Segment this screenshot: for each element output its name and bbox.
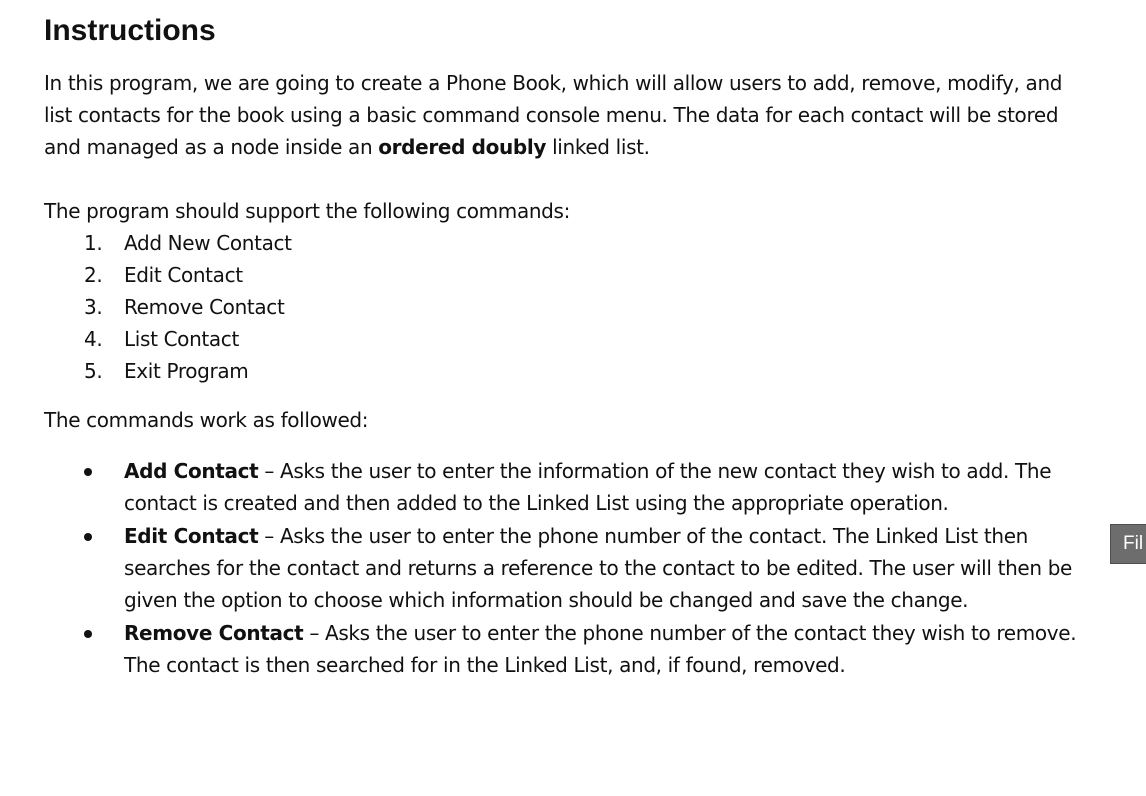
list-item-label: Remove Contact [124,295,285,319]
detail-title: Remove Contact [124,621,304,645]
bullet-icon [84,468,92,476]
detail-item-remove-contact [44,617,1084,681]
document-body [44,67,1094,682]
list-item-label: List Contact [124,327,239,351]
list-item-number: 1. [84,231,103,255]
list-item-number: 4. [84,327,103,351]
commands-list [44,227,1094,387]
list-item [44,323,1094,355]
detail-title: Add Contact [124,459,259,483]
intro-text-part1: In this program, we are going to create a Phone Book, which will allow users to add, remove, modify, and list contacts for the book using a basic command console menu. The data for each contact will be stored and managed as a node inside an [44,71,1063,159]
list-item [44,259,1094,291]
list-item [44,291,1094,323]
bullet-icon [84,630,92,638]
intro-bold-text: ordered doubly [378,135,547,159]
commands-intro: The program should support the following commands: [44,199,570,223]
detail-text: – Asks the user to enter the phone number of the contact they wish to remove. The contact is then searched for in the Linked List, and, if found, removed. [124,621,1077,677]
list-item [44,227,1094,259]
page-title: Instructions [44,14,216,47]
list-item-label: Exit Program [124,359,249,383]
detail-title: Edit Contact [124,524,259,548]
detail-item-edit-contact [44,520,1084,616]
command-details-list [44,455,1094,681]
list-item [44,355,1094,387]
detail-item-add-contact [44,455,1084,519]
list-item-label: Add New Contact [124,231,292,255]
detail-text: – Asks the user to enter the information of the new contact they wish to add. The contact is created and then added to the Linked List using the appropriate operation. [124,459,1052,515]
list-item-number: 2. [84,263,103,287]
list-item-number: 5. [84,359,103,383]
intro-text-part2: linked list. [546,135,650,159]
commands-work-intro: The commands work as followed: [44,408,369,432]
side-tab-button[interactable]: Fil [1110,524,1146,564]
bullet-icon [84,533,92,541]
list-item-label: Edit Contact [124,263,243,287]
list-item-number: 3. [84,295,103,319]
detail-text: – Asks the user to enter the phone number of the contact. The Linked List then searches for the contact and returns a reference to the contact to be edited. The user will then be given the option to choose which information should be changed and save the change. [124,524,1072,612]
intro-paragraph [44,67,1094,163]
